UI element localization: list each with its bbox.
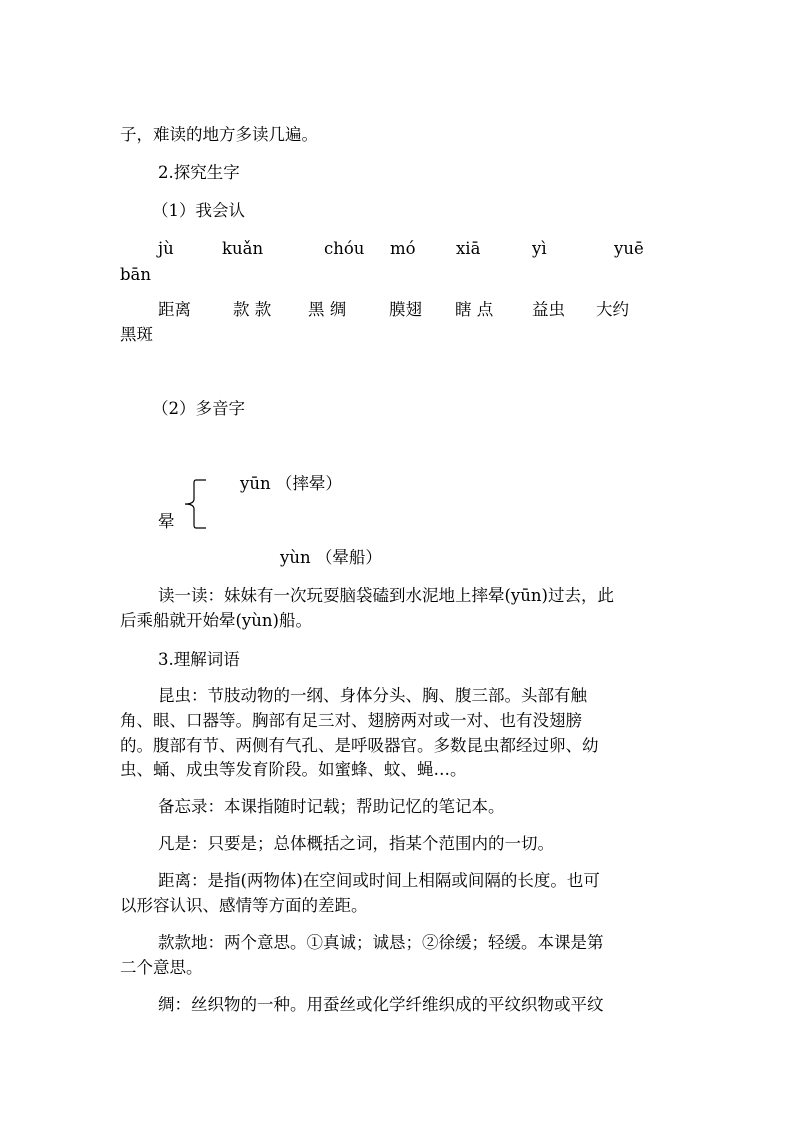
section-heading: 3.理解词语 [158, 650, 240, 669]
text-line: 的。腹部有节、两侧有气孔、是呼吸器官。多数昆虫都经过卵、幼 [120, 736, 599, 755]
text-line: 后乘船就开始晕(yùn)船。 [120, 611, 312, 630]
subsection-heading: （2）多音字 [152, 399, 245, 418]
word-heiban: 黑斑 [120, 325, 153, 344]
text-line: 读一读：妹妹有一次玩耍脑袋磕到水泥地上摔晕(yūn)过去，此 [158, 586, 614, 605]
pinyin-chou: chóu [324, 239, 365, 258]
text-line: 备忘录：本课指随时记载；帮助记忆的笔记本。 [158, 797, 505, 816]
pinyin-kuan: kuǎn [222, 239, 264, 258]
text-line: 虫、蛹、成虫等发育阶段。如蜜蜂、蚊、蝇…。 [120, 760, 467, 779]
text-line: 子，难读的地方多读几遍。 [120, 125, 318, 144]
polyphone-char: 晕 [158, 512, 175, 531]
pinyin-ju: jù [158, 239, 174, 258]
polyphone-reading-1: yūn （摔晕） [240, 474, 342, 493]
word-xiadian: 瞎 点 [455, 300, 494, 319]
pinyin-yue: yuē [614, 239, 644, 258]
subsection-heading: （1）我会认 [152, 201, 245, 220]
word-heichou: 黑 绸 [308, 300, 347, 319]
word-kuankuan: 款 款 [233, 300, 272, 319]
pinyin-xia: xiā [456, 239, 481, 258]
section-heading: 2.探究生字 [158, 163, 240, 182]
text-line: 昆虫：节肢动物的一纲、身体分头、胸、腹三部。头部有触 [158, 686, 587, 705]
polyphone-reading-2: yùn （晕船） [280, 548, 382, 567]
text-line: 款款地：两个意思。①真诚；诚恳；②徐缓；轻缓。本课是第 [158, 933, 604, 952]
pinyin-mo: mó [390, 239, 416, 258]
text-line: 凡是：只要是；总体概括之词，指某个范围内的一切。 [158, 834, 554, 853]
word-mochi: 膜翅 [389, 300, 422, 319]
pinyin-yi: yì [532, 239, 547, 258]
text-line: 绸：丝织物的一种。用蚕丝或化学纤维织成的平纹织物或平纹 [158, 995, 604, 1014]
pinyin-ban: bān [120, 265, 152, 284]
text-line: 距离：是指(两物体)在空间或时间上相隔或间隔的长度。也可 [158, 871, 600, 890]
text-line: 角、眼、口器等。胸部有足三对、翅膀两对或一对、也有没翅膀 [120, 711, 582, 730]
brace-icon [180, 477, 210, 531]
text-line: 二个意思。 [120, 958, 203, 977]
word-juli: 距离 [158, 300, 191, 319]
text-line: 以形容认识、感情等方面的差距。 [120, 896, 368, 915]
word-yichong: 益虫 [532, 300, 565, 319]
word-dayue: 大约 [596, 300, 629, 319]
